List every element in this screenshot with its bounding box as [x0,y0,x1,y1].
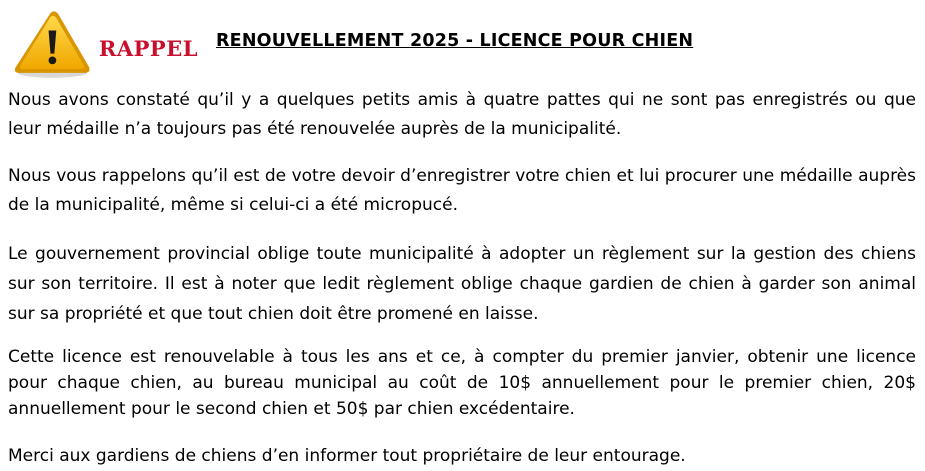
paragraph-intro: Nous avons constaté qu’il y a quelques petits amis à quatre pattes qui ne sont pas enregistrés ou que leur médaille n’a toujours pas été renouvelée auprès de la municipalité. [8,90,916,139]
rappel-logo [8,4,198,82]
rappel-badge: RAPPEL [98,35,198,61]
warning-triangle-icon [8,4,95,82]
paragraph-regulation: Le gouvernement provincial oblige toute municipalité à adopter un règlement sur la gestion des chiens sur son territoire. Il est à noter que ledit règlement oblige chaque gardien de chien à garder son animal sur sa propriété et que tout chien doit être promené en laisse. [8,244,916,324]
page-title: RENOUVELLEMENT 2025 - LICENCE POUR CHIEN [216,31,694,51]
paragraph-reminder: Nous vous rappelons qu’il est de votre devoir d’enregistrer votre chien et lui procurer une médaille auprès de la municipalité, même si celui-ci a été micropucé. [8,166,916,215]
paragraph-thanks: Merci aux gardiens de chiens d’en informer tout propriétaire de leur entourage. [8,446,686,466]
paragraph-fees: Cette licence est renouvelable à tous les ans et ce, à compter du premier janvier, obtenir une licence pour chaque chien, au bureau municipal au coût de 10$ annuellement pour le premier chien, 20$ annuellement pour le second chien et 50$ par chien excédentaire. [8,347,916,419]
